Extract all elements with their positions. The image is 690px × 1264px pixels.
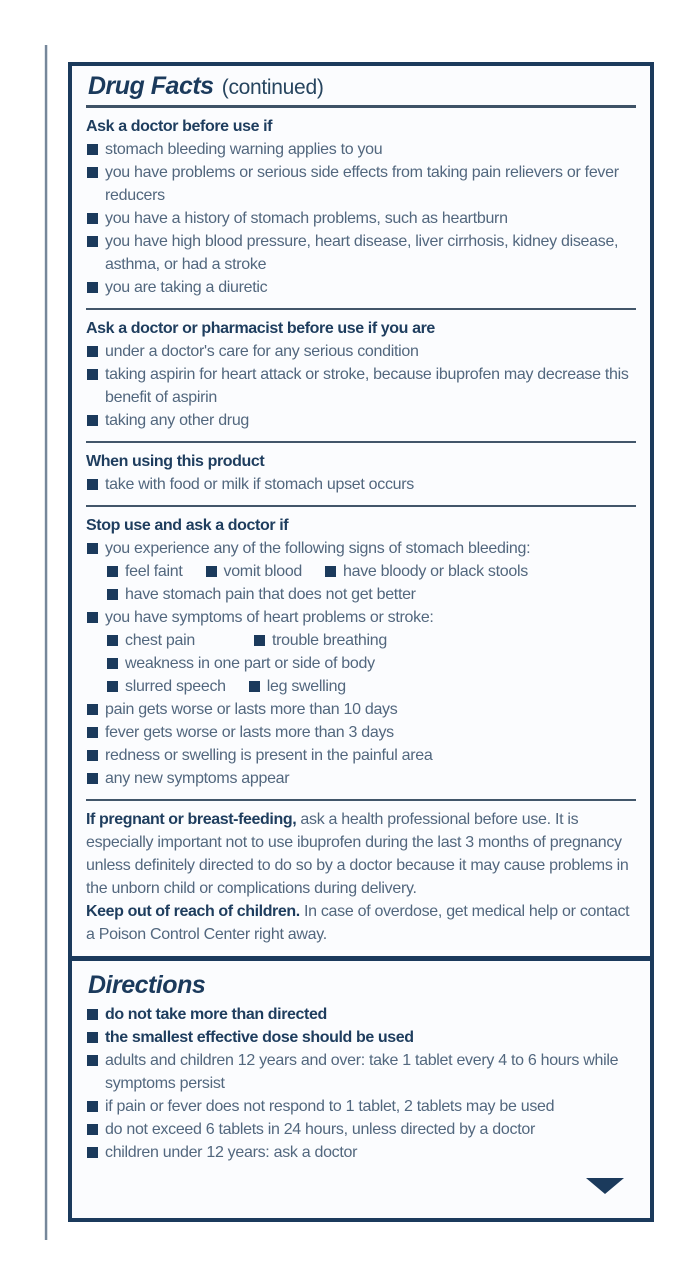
bullet-text: trouble breathing xyxy=(271,632,387,649)
sub-list-item xyxy=(106,675,226,698)
list-item xyxy=(86,698,636,721)
bullet-text: fever gets worse or lasts more than 3 days xyxy=(105,724,394,741)
bullet-square-icon xyxy=(87,727,98,738)
list-item xyxy=(86,473,636,496)
bullet-text: you are taking a diuretic xyxy=(105,279,268,296)
bullet-square-icon xyxy=(254,635,265,646)
bullet-square-icon xyxy=(87,773,98,784)
bullet-square-icon xyxy=(87,612,98,623)
keep-out-text: In case of overdose, get medical help or contact a Poison Control Center right away. xyxy=(86,903,630,943)
bullet-square-icon xyxy=(87,1147,98,1158)
bullet-square-icon xyxy=(249,681,260,692)
section-ask-doctor xyxy=(86,113,636,305)
bullet-square-icon xyxy=(87,369,98,380)
bullet-text: feel faint xyxy=(125,563,183,580)
package-edge-rule xyxy=(45,45,47,1240)
panel-title xyxy=(88,72,636,101)
sub-list-item xyxy=(253,629,387,652)
list-item xyxy=(86,230,636,276)
list-item xyxy=(86,409,636,432)
section-heading: Ask a doctor before use if xyxy=(86,118,273,135)
directions-title: Directions xyxy=(88,971,206,999)
bullet-text: any new symptoms appear xyxy=(105,770,290,787)
section-when-using xyxy=(86,448,636,502)
list-item xyxy=(86,1095,636,1118)
bullet-text: you have high blood pressure, heart disease, liver cirrhosis, kidney disease, asthma, or had a stroke xyxy=(105,233,619,273)
section-divider xyxy=(86,799,636,801)
sub-list-item xyxy=(248,675,346,698)
bullet-square-icon xyxy=(87,479,98,490)
sub-list-row xyxy=(106,629,636,652)
title-divider xyxy=(86,105,636,108)
sub-list-row xyxy=(106,675,636,698)
bullet-text: children under 12 years: ask a doctor xyxy=(105,1144,358,1161)
sub-list-item xyxy=(324,560,528,583)
section-pregnancy-warning xyxy=(86,806,636,952)
bullet-text: weakness in one part or side of body xyxy=(125,655,375,672)
bullet-text: chest pain xyxy=(125,632,195,649)
list-item xyxy=(86,207,636,230)
bullet-square-icon xyxy=(325,566,336,577)
section-divider xyxy=(86,505,636,507)
bullet-text: you experience any of the following signs of stomach bleeding: xyxy=(105,540,531,557)
list-item xyxy=(86,767,636,790)
sub-list-item xyxy=(205,560,303,583)
bullet-text: taking aspirin for heart attack or stroke, because ibuprofen may decrease this benefit of aspirin xyxy=(105,366,629,406)
bullet-text: redness or swelling is present in the painful area xyxy=(105,747,433,764)
list-item xyxy=(86,363,636,409)
section-heading: When using this product xyxy=(86,453,265,470)
sub-list-row xyxy=(106,560,636,583)
bullet-text: take with food or milk if stomach upset occurs xyxy=(105,476,414,493)
bullet-text: have bloody or black stools xyxy=(343,563,528,580)
bullet-text: slurred speech xyxy=(125,678,226,695)
bullet-square-icon xyxy=(206,566,217,577)
bullet-text: you have problems or serious side effects from taking pain relievers or fever reducers xyxy=(105,164,619,204)
list-item xyxy=(86,606,636,629)
bullet-square-icon xyxy=(107,658,118,669)
bullet-square-icon xyxy=(87,415,98,426)
bullet-square-icon xyxy=(107,589,118,600)
bullet-square-icon xyxy=(107,635,118,646)
sub-list-item xyxy=(106,652,636,675)
list-item xyxy=(86,537,636,560)
section-ask-doctor-pharmacist xyxy=(86,315,636,438)
bullet-text: if pain or fever does not respond to 1 tablet, 2 tablets may be used xyxy=(105,1098,555,1115)
list-item xyxy=(86,161,636,207)
section-directions xyxy=(86,965,636,1170)
bullet-text: stomach bleeding warning applies to you xyxy=(105,141,383,158)
bullet-square-icon xyxy=(87,236,98,247)
list-item xyxy=(86,721,636,744)
bullet-square-icon xyxy=(87,750,98,761)
bullet-square-icon xyxy=(107,681,118,692)
drug-facts-panel xyxy=(68,62,654,1222)
sub-list-item xyxy=(106,629,195,652)
bullet-square-icon xyxy=(87,282,98,293)
bullet-text: do not take more than directed xyxy=(105,1006,327,1023)
bullet-text: do not exceed 6 tablets in 24 hours, unless directed by a doctor xyxy=(105,1121,535,1138)
pregnancy-bold-lead: If pregnant or breast-feeding, xyxy=(86,811,297,828)
section-heading: Ask a doctor or pharmacist before use if you are xyxy=(86,320,435,337)
bullet-square-icon xyxy=(87,144,98,155)
pregnancy-text: ask a health professional before use. It is especially important not to use ibuprofen during the last 3 months of pregnancy unless definitely directed to do so by a doctor because it may cause problems in the unborn child or complications during delivery. xyxy=(86,811,629,897)
sub-list-item xyxy=(106,583,636,606)
bullet-square-icon xyxy=(87,1101,98,1112)
list-item xyxy=(86,1003,636,1026)
bullet-text: under a doctor's care for any serious condition xyxy=(105,343,419,360)
panel-barrier-divider xyxy=(72,956,650,961)
bullet-text: vomit blood xyxy=(223,563,303,580)
list-item xyxy=(86,1118,636,1141)
bullet-text: leg swelling xyxy=(266,678,346,695)
bullet-text: adults and children 12 years and over: take 1 tablet every 4 to 6 hours while symptoms persist xyxy=(105,1052,619,1092)
continue-arrow-icon xyxy=(586,1178,624,1194)
section-stop-use xyxy=(86,512,636,796)
bullet-square-icon xyxy=(87,704,98,715)
list-item xyxy=(86,138,636,161)
bullet-square-icon xyxy=(87,346,98,357)
list-item xyxy=(86,276,636,299)
keep-out-bold-lead: Keep out of reach of children. xyxy=(86,903,300,920)
bullet-square-icon xyxy=(107,566,118,577)
list-item xyxy=(86,1141,636,1164)
bullet-square-icon xyxy=(87,213,98,224)
drug-facts-title: Drug Facts xyxy=(88,72,214,100)
bullet-square-icon xyxy=(87,1124,98,1135)
list-item xyxy=(86,340,636,363)
pregnancy-paragraph xyxy=(86,808,636,900)
bullet-text: have stomach pain that does not get better xyxy=(125,586,416,603)
section-divider xyxy=(86,308,636,310)
bullet-square-icon xyxy=(87,1032,98,1043)
list-item xyxy=(86,1026,636,1049)
bullet-text: taking any other drug xyxy=(105,412,250,429)
bullet-square-icon xyxy=(87,1009,98,1020)
bullet-square-icon xyxy=(87,167,98,178)
sub-list-item xyxy=(106,560,183,583)
bullet-text: pain gets worse or lasts more than 10 days xyxy=(105,701,398,718)
bullet-text: you have a history of stomach problems, such as heartburn xyxy=(105,210,508,227)
section-divider xyxy=(86,441,636,443)
drug-facts-title-continued: (continued) xyxy=(221,76,324,99)
list-item xyxy=(86,1049,636,1095)
bullet-square-icon xyxy=(87,1055,98,1066)
bullet-text: you have symptoms of heart problems or stroke: xyxy=(105,609,434,626)
bullet-square-icon xyxy=(87,543,98,554)
list-item xyxy=(86,744,636,767)
keep-out-of-reach-paragraph xyxy=(86,900,636,946)
bullet-text: the smallest effective dose should be used xyxy=(105,1029,414,1046)
section-heading: Stop use and ask a doctor if xyxy=(86,517,289,534)
